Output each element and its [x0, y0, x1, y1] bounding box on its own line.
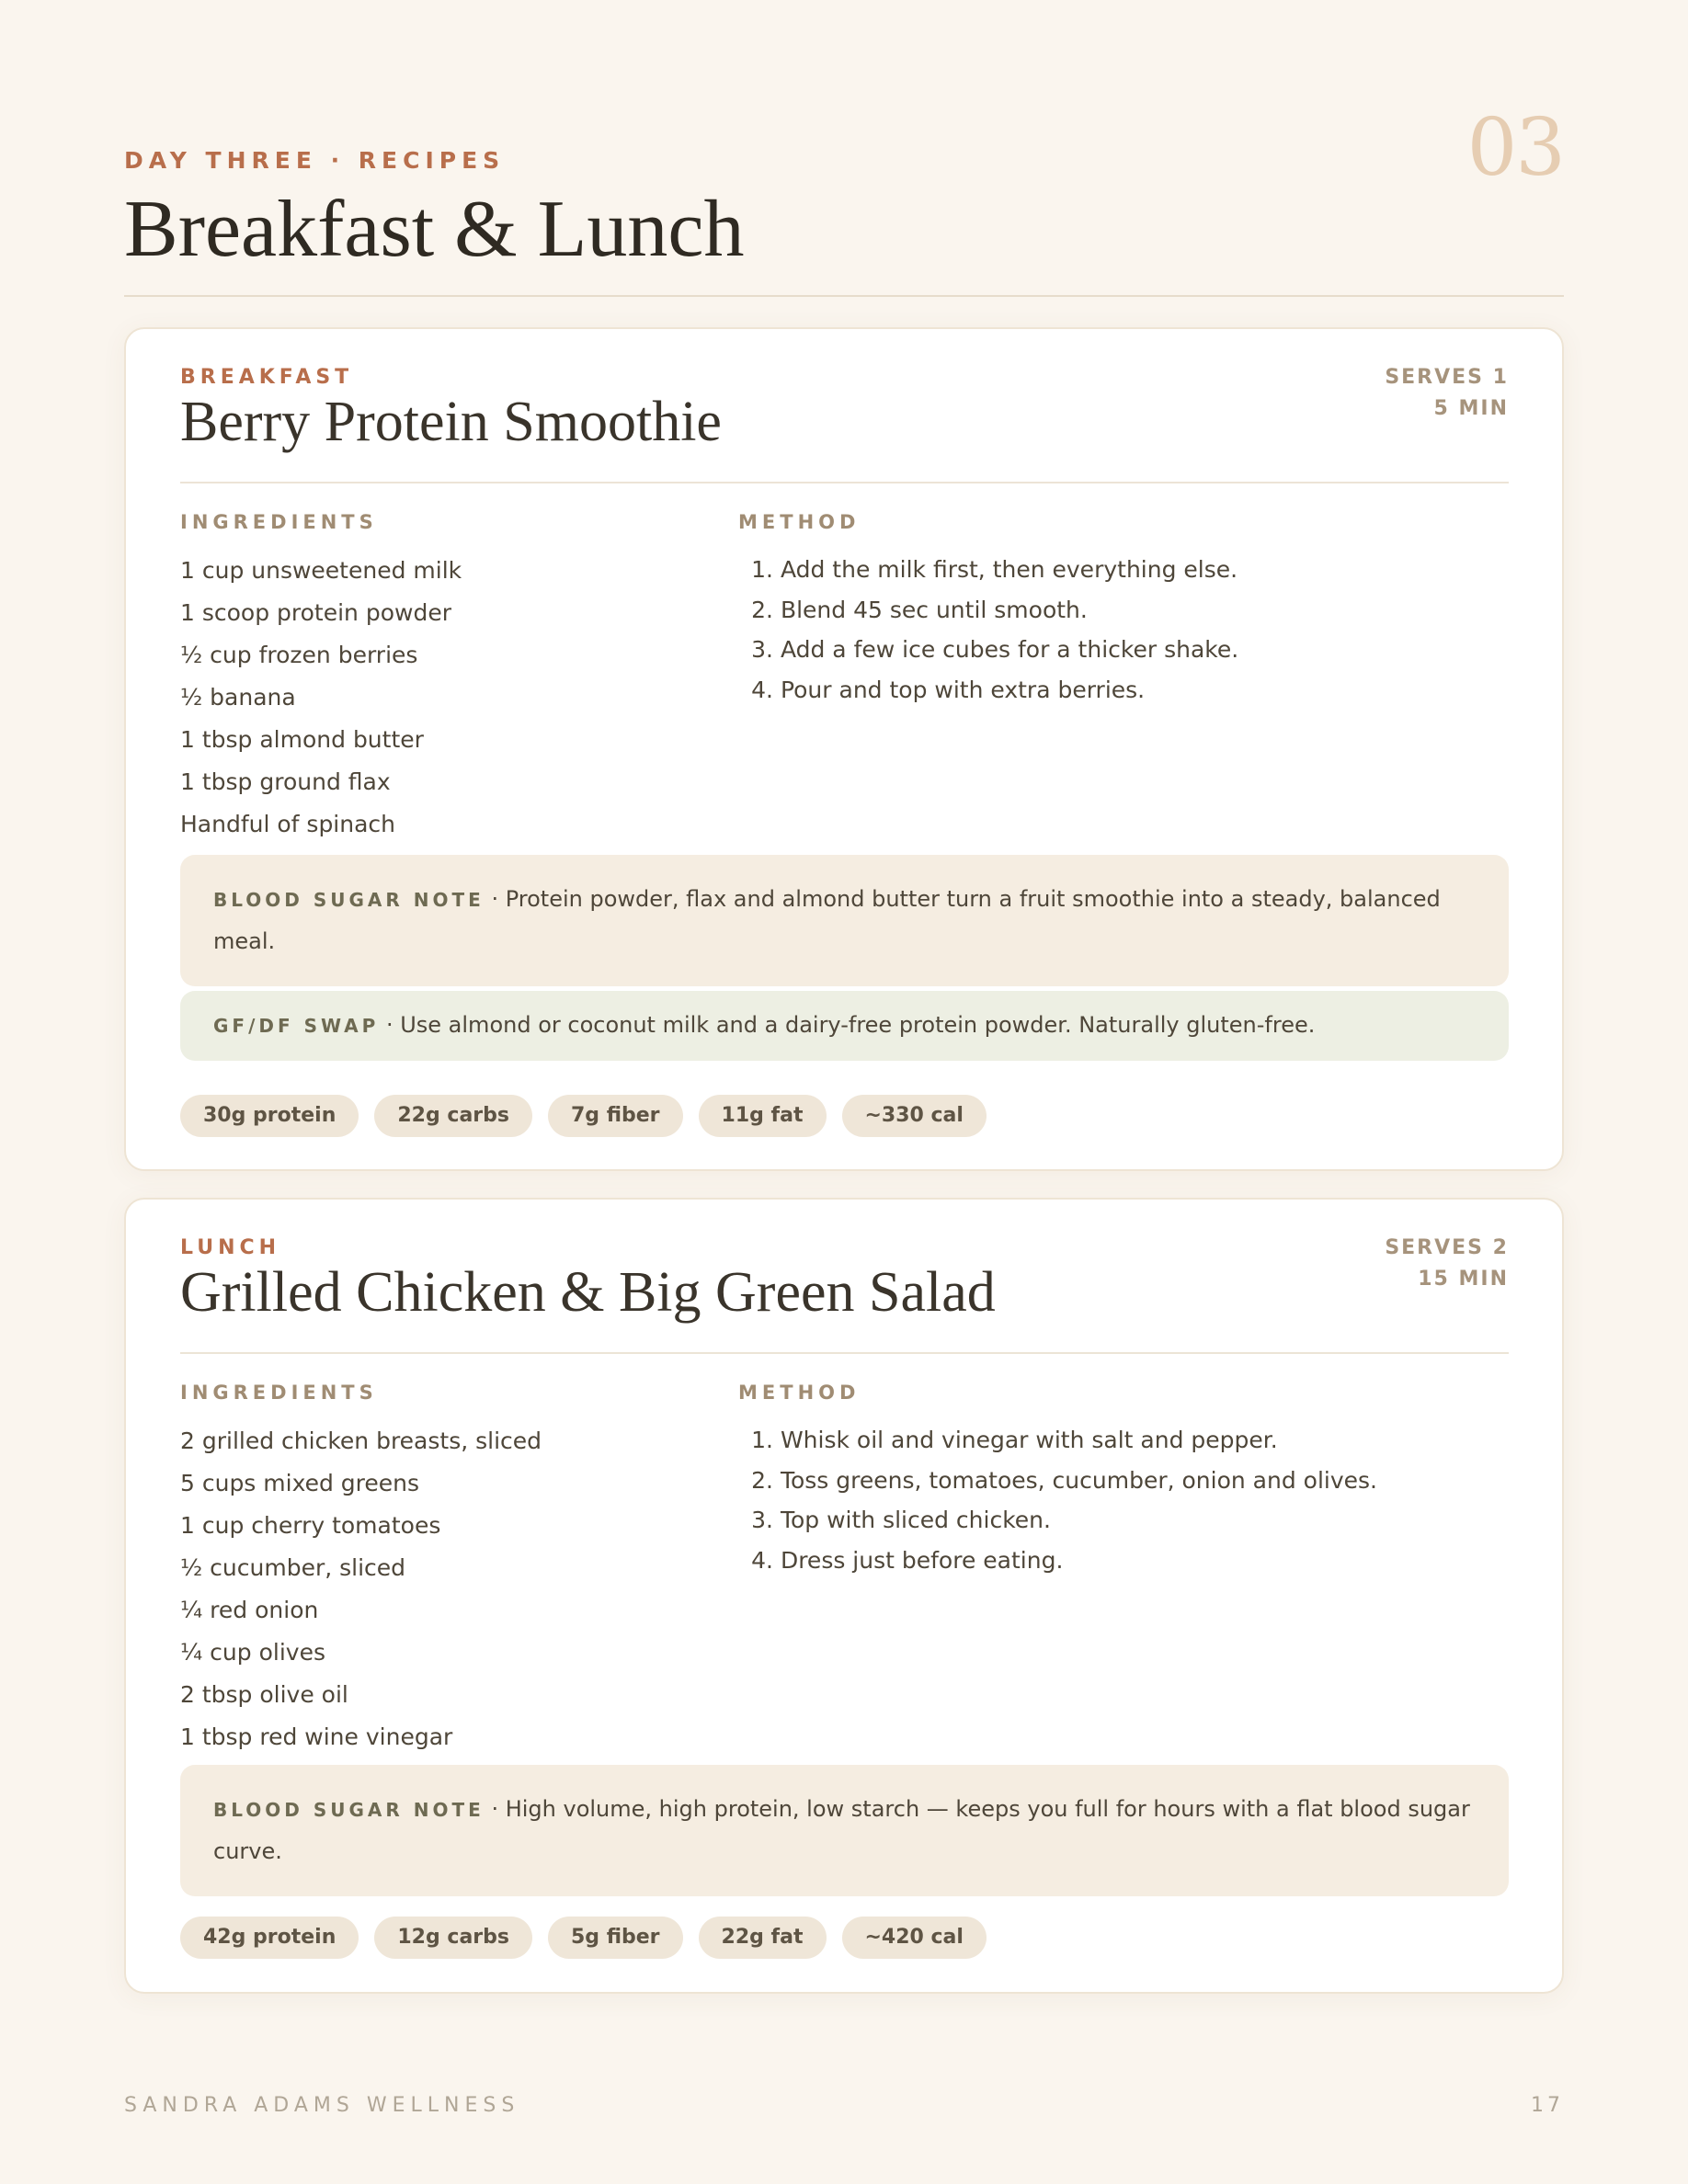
method-step: [738, 1541, 1377, 1581]
step-text: Toss greens, tomatoes, cucumber, onion and olives.: [780, 1466, 1378, 1494]
recipe-card-lunch: [124, 1198, 1564, 1994]
macro-chip-calories: ~420 cal: [842, 1917, 987, 1959]
footer-brand: SANDRA ADAMS WELLNESS: [124, 2094, 520, 2117]
method-step: [738, 1500, 1377, 1541]
macro-chip-fat: 22g fat: [699, 1917, 827, 1959]
method-list: [738, 1420, 1377, 1580]
ingredient-item: 1 tbsp ground flax: [180, 768, 391, 795]
ingredient-item: 1 tbsp almond butter: [180, 726, 424, 753]
note-separator: ·: [385, 1012, 401, 1038]
header-divider: [124, 295, 1564, 297]
blood-sugar-note: [180, 1765, 1509, 1896]
meal-label: LUNCH: [180, 1236, 281, 1259]
note-separator: ·: [491, 886, 506, 912]
ingredient-item: Handful of spinach: [180, 811, 396, 837]
recipe-card-breakfast: [124, 327, 1564, 1171]
recipe-title: Berry Protein Smoothie: [180, 391, 722, 453]
method-heading: METHOD: [738, 511, 861, 533]
macro-chip-protein: 30g protein: [180, 1095, 359, 1137]
ingredient-item: ½ banana: [180, 684, 296, 711]
note-label: BLOOD SUGAR NOTE: [213, 1799, 485, 1821]
note-label: GF/DF SWAP: [213, 1015, 380, 1037]
ingredient-item: 1 tbsp red wine vinegar: [180, 1723, 453, 1750]
macro-chip-calories: ~330 cal: [842, 1095, 987, 1137]
ingredients-list: [180, 1420, 542, 1758]
macro-chip-carbs: 22g carbs: [374, 1095, 532, 1137]
ingredients-heading: INGREDIENTS: [180, 511, 378, 533]
meal-label: BREAKFAST: [180, 366, 354, 389]
ingredient-item: ½ cup frozen berries: [180, 642, 418, 668]
ingredient-item: 1 cup unsweetened milk: [180, 557, 462, 584]
ingredient-item: 2 grilled chicken breasts, sliced: [180, 1428, 542, 1454]
page-title: Breakfast & Lunch: [124, 185, 745, 274]
macro-chip-fiber: 7g fiber: [548, 1095, 683, 1137]
step-text: Whisk oil and vinegar with salt and pepper.: [780, 1427, 1278, 1453]
step-text: Blend 45 sec until smooth.: [780, 596, 1088, 623]
ingredients-list: [180, 550, 462, 846]
macro-chips: [180, 1095, 987, 1137]
note-text: Use almond or coconut milk and a dairy-free protein powder. Naturally gluten-free.: [400, 1012, 1316, 1038]
serves-count: SERVES 2: [1385, 1236, 1509, 1259]
ingredient-item: 2 tbsp olive oil: [180, 1681, 348, 1708]
macro-chip-fiber: 5g fiber: [548, 1917, 683, 1959]
gf-df-swap-note: [180, 991, 1509, 1061]
step-number: 2.: [751, 1466, 773, 1494]
step-number: 4.: [751, 676, 773, 703]
step-text: Dress just before eating.: [780, 1546, 1064, 1574]
method-step: [738, 630, 1238, 670]
note-separator: ·: [491, 1796, 506, 1822]
recipe-title: Grilled Chicken & Big Green Salad: [180, 1261, 996, 1324]
card-divider: [180, 1352, 1509, 1354]
step-text: Pour and top with extra berries.: [780, 676, 1146, 703]
ingredient-item: 5 cups mixed greens: [180, 1470, 420, 1496]
method-heading: METHOD: [738, 1382, 861, 1404]
ingredient-item: 1 scoop protein powder: [180, 599, 451, 626]
ingredient-item: ¼ red onion: [180, 1597, 319, 1623]
step-number: 2.: [751, 596, 773, 623]
method-step: [738, 590, 1238, 631]
step-text: Add the milk first, then everything else.: [780, 556, 1238, 583]
method-list: [738, 550, 1238, 710]
page-kicker: DAY THREE · RECIPES: [124, 147, 506, 174]
step-number: 1.: [751, 556, 773, 583]
macro-chip-protein: 42g protein: [180, 1917, 359, 1959]
step-number: 3.: [751, 1507, 773, 1533]
method-step: [738, 1461, 1377, 1501]
macro-chip-fat: 11g fat: [699, 1095, 827, 1137]
step-number: 1.: [751, 1427, 773, 1453]
ingredient-item: ½ cucumber, sliced: [180, 1554, 406, 1581]
ingredients-heading: INGREDIENTS: [180, 1382, 378, 1404]
method-step: [738, 550, 1238, 590]
method-step: [738, 1420, 1377, 1461]
ingredient-item: ¼ cup olives: [180, 1639, 325, 1666]
prep-time: 5 MIN: [1433, 397, 1509, 420]
step-number: 4.: [751, 1546, 773, 1574]
prep-time: 15 MIN: [1418, 1268, 1509, 1291]
ingredient-item: 1 cup cherry tomatoes: [180, 1512, 441, 1539]
note-text: High volume, high protein, low starch — keeps you full for hours with a flat blood sugar curve.: [213, 1796, 1470, 1864]
footer-page-number: 17: [1531, 2094, 1564, 2117]
serves-count: SERVES 1: [1385, 366, 1509, 389]
note-label: BLOOD SUGAR NOTE: [213, 889, 485, 911]
section-number: 03: [1466, 102, 1564, 194]
macro-chip-carbs: 12g carbs: [374, 1917, 532, 1959]
step-text: Top with sliced chicken.: [780, 1507, 1051, 1533]
note-text: Protein powder, flax and almond butter turn a fruit smoothie into a steady, balanced meal.: [213, 886, 1441, 954]
card-divider: [180, 482, 1509, 483]
step-text: Add a few ice cubes for a thicker shake.: [780, 636, 1239, 663]
step-number: 3.: [751, 636, 773, 663]
macro-chips: [180, 1917, 987, 1959]
blood-sugar-note: [180, 855, 1509, 986]
method-step: [738, 670, 1238, 711]
